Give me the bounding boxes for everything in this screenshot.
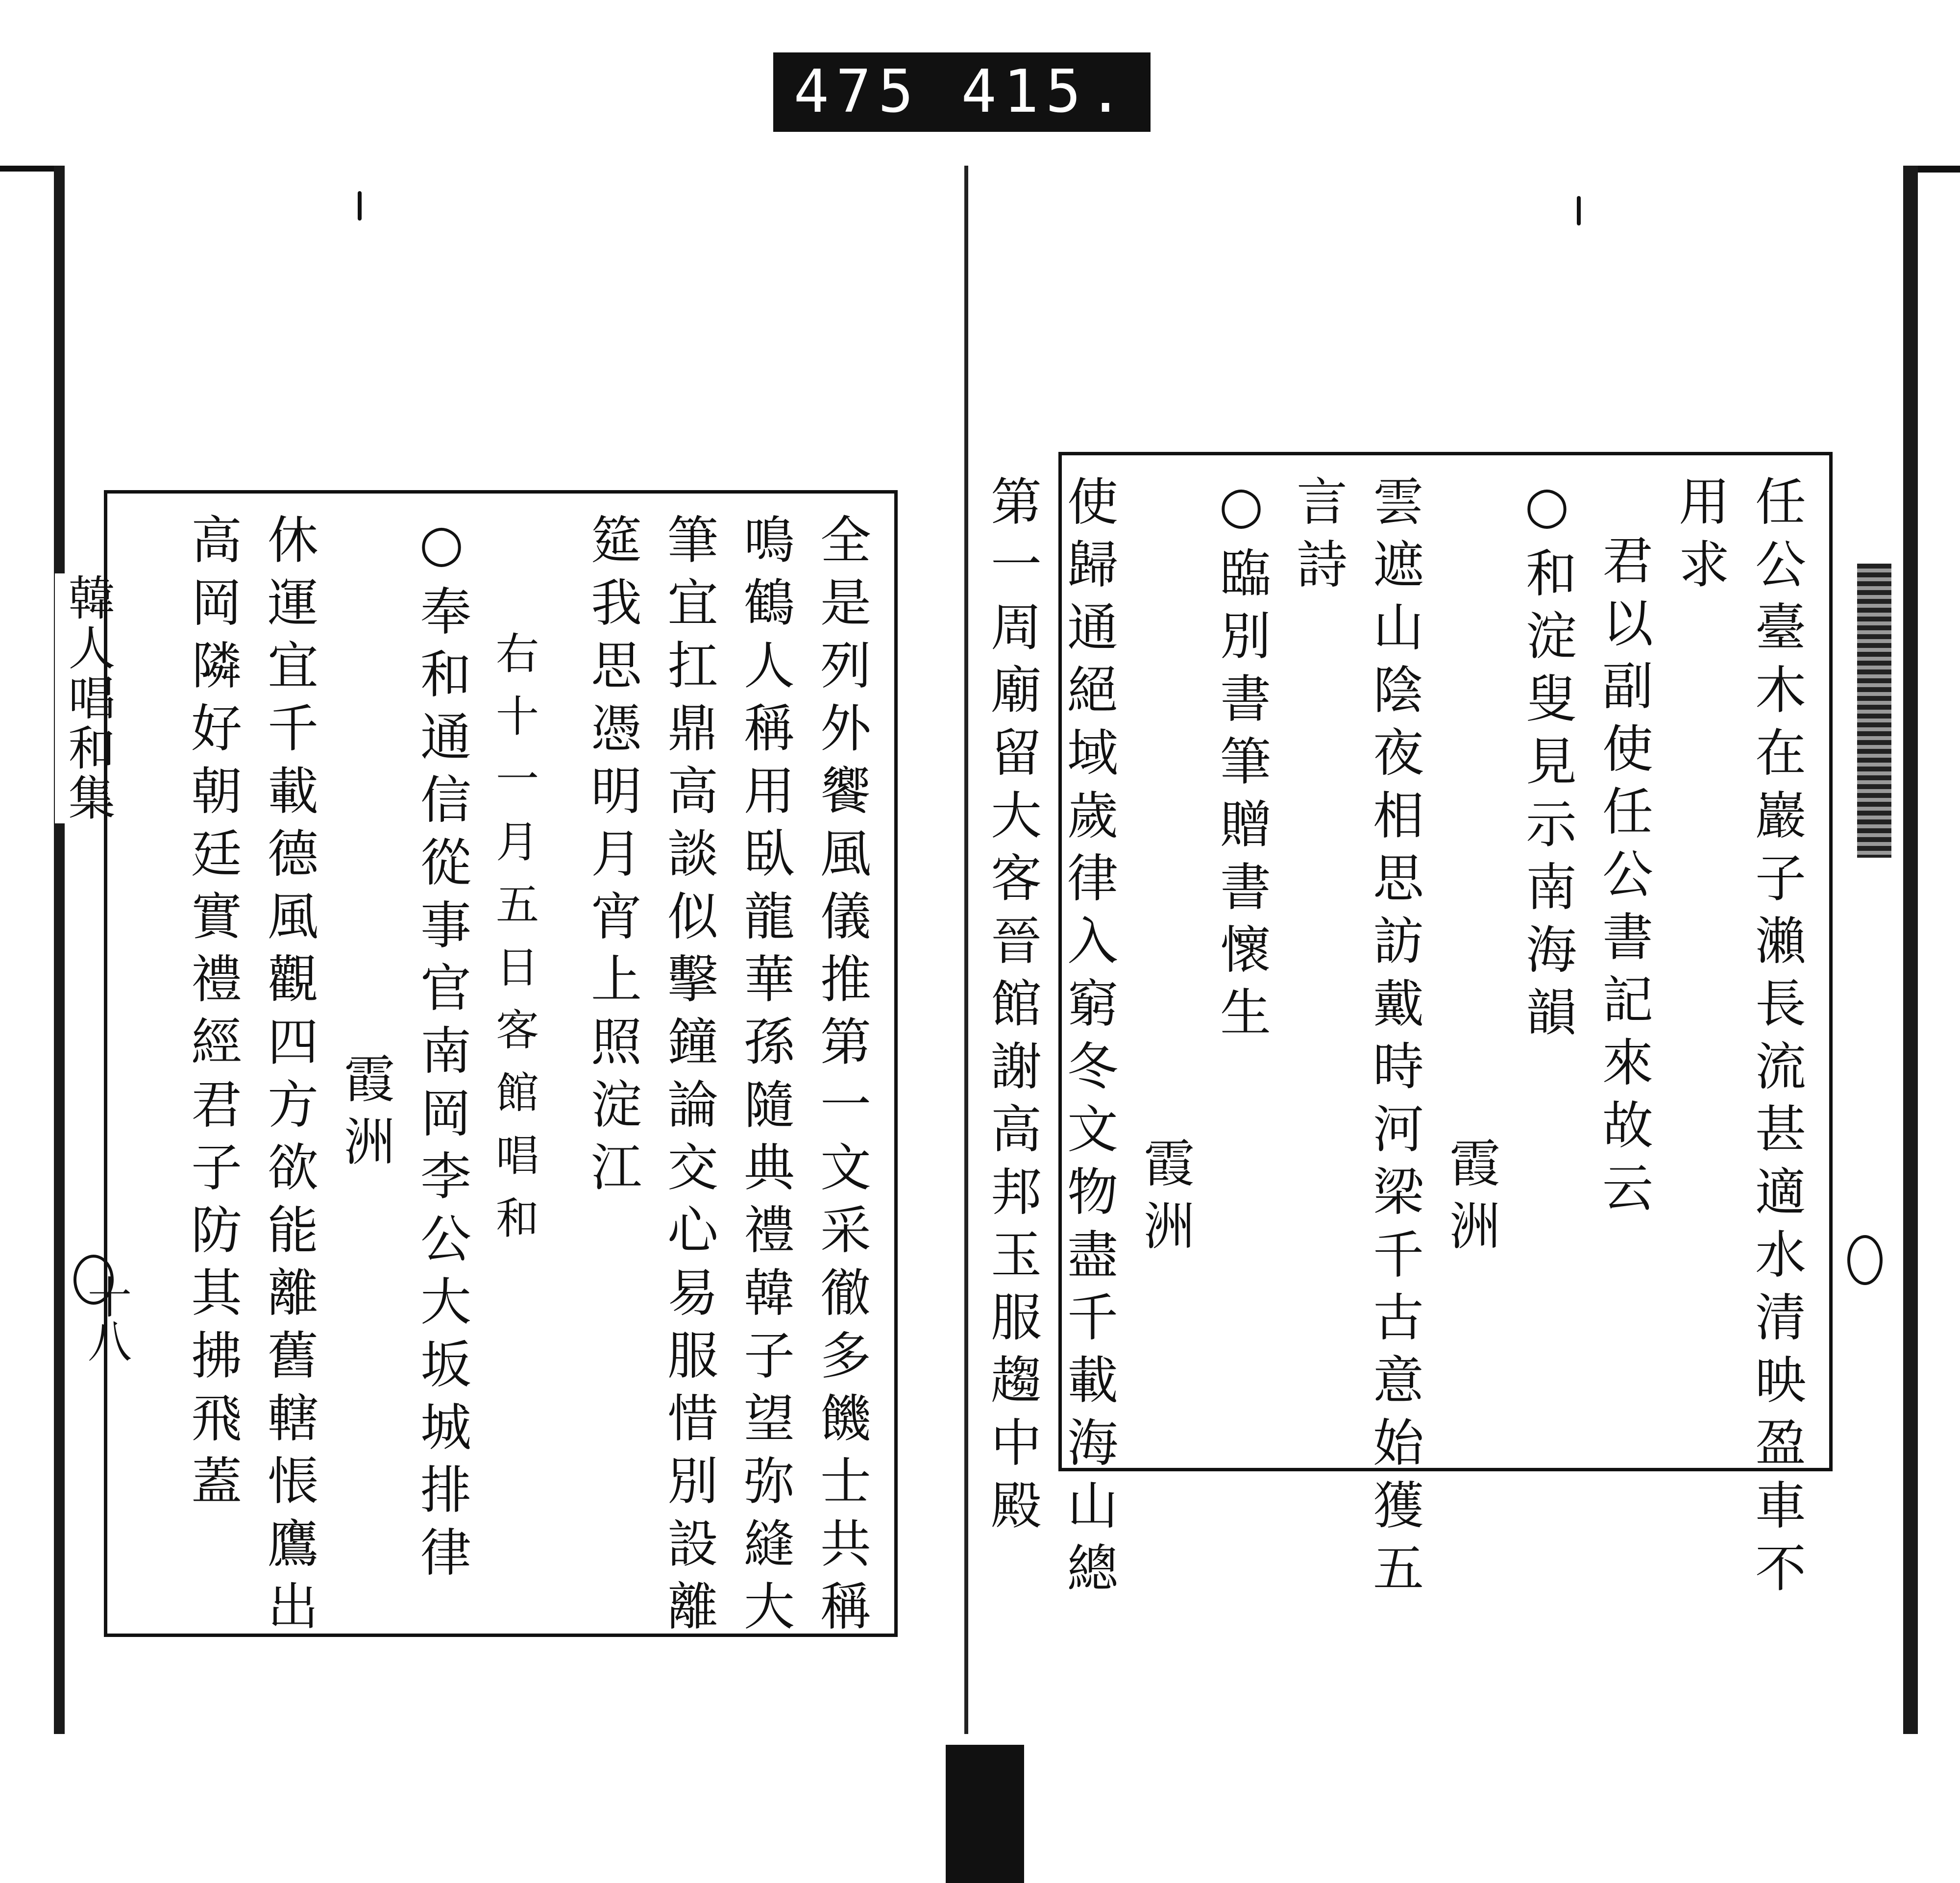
left-folio: 十八 <box>80 1274 131 1363</box>
poem-heading: ○奉和通信從事官南岡李公大坂城排律 <box>412 513 471 1588</box>
catalog-number-left: 475 <box>793 58 921 126</box>
ink-mark <box>1577 196 1581 225</box>
binding-hole-mark <box>1847 1235 1883 1285</box>
text-column: 雲遮山陰夜相思訪戴時河梁千古意始獲五 <box>1364 475 1424 1604</box>
text-column: 任公臺木在巖子瀨長流甚適水清映盈車不 <box>1746 475 1806 1604</box>
annotation-column: 君以副使任公書記來故云 <box>1593 534 1653 1224</box>
text-column: 高岡隣好朝廷實禮經君子防其拂飛蓋 <box>182 513 242 1517</box>
left-text-frame <box>104 490 898 1642</box>
binding-block <box>946 1745 1024 1883</box>
left-spine-title: 韓人唱和集 <box>55 573 122 823</box>
text-column: 第一周廟留大客晉館謝高邦玉服趨中殿 <box>982 475 1042 1541</box>
text-column: 鳴鶴人稱用臥龍華孫隨典禮韓子望弥縫大 <box>735 513 795 1642</box>
text-column: 筵我思憑明月宵上照淀江 <box>582 513 642 1203</box>
page-gutter <box>964 166 968 1734</box>
text-column: 使歸通絕域歲律入窮冬文物盡千載海山總 <box>1058 475 1118 1604</box>
author-name: 霞洲 <box>1135 1137 1195 1262</box>
text-column: 筆宜扛鼎高談似擊鐘論交心易服惜別設離 <box>659 513 718 1642</box>
author-name: 霞洲 <box>335 1052 395 1178</box>
poem-heading: ○臨別書筆贈書懷生 <box>1211 475 1271 1048</box>
poem-heading: ○和淀叟見示南海韻 <box>1517 475 1577 1048</box>
right-text-frame <box>982 452 1833 1604</box>
ink-mark <box>358 191 362 221</box>
text-column: 用求 <box>1670 475 1730 600</box>
author-name: 霞洲 <box>1441 1137 1500 1262</box>
right-spine-edge <box>1857 564 1891 858</box>
text-column: 休運宜千載德風觀四方欲能離舊轄悵鷹出 <box>259 513 318 1642</box>
text-column: 全是列外饗風儀推第一文采徹多饑士共稱 <box>811 513 871 1642</box>
text-column: 言詩 <box>1288 475 1348 600</box>
catalog-number-right: 415. <box>961 58 1130 126</box>
date-note: 右十一月五日客館唱和 <box>489 631 539 1258</box>
binding-hole-mark <box>74 1255 114 1305</box>
